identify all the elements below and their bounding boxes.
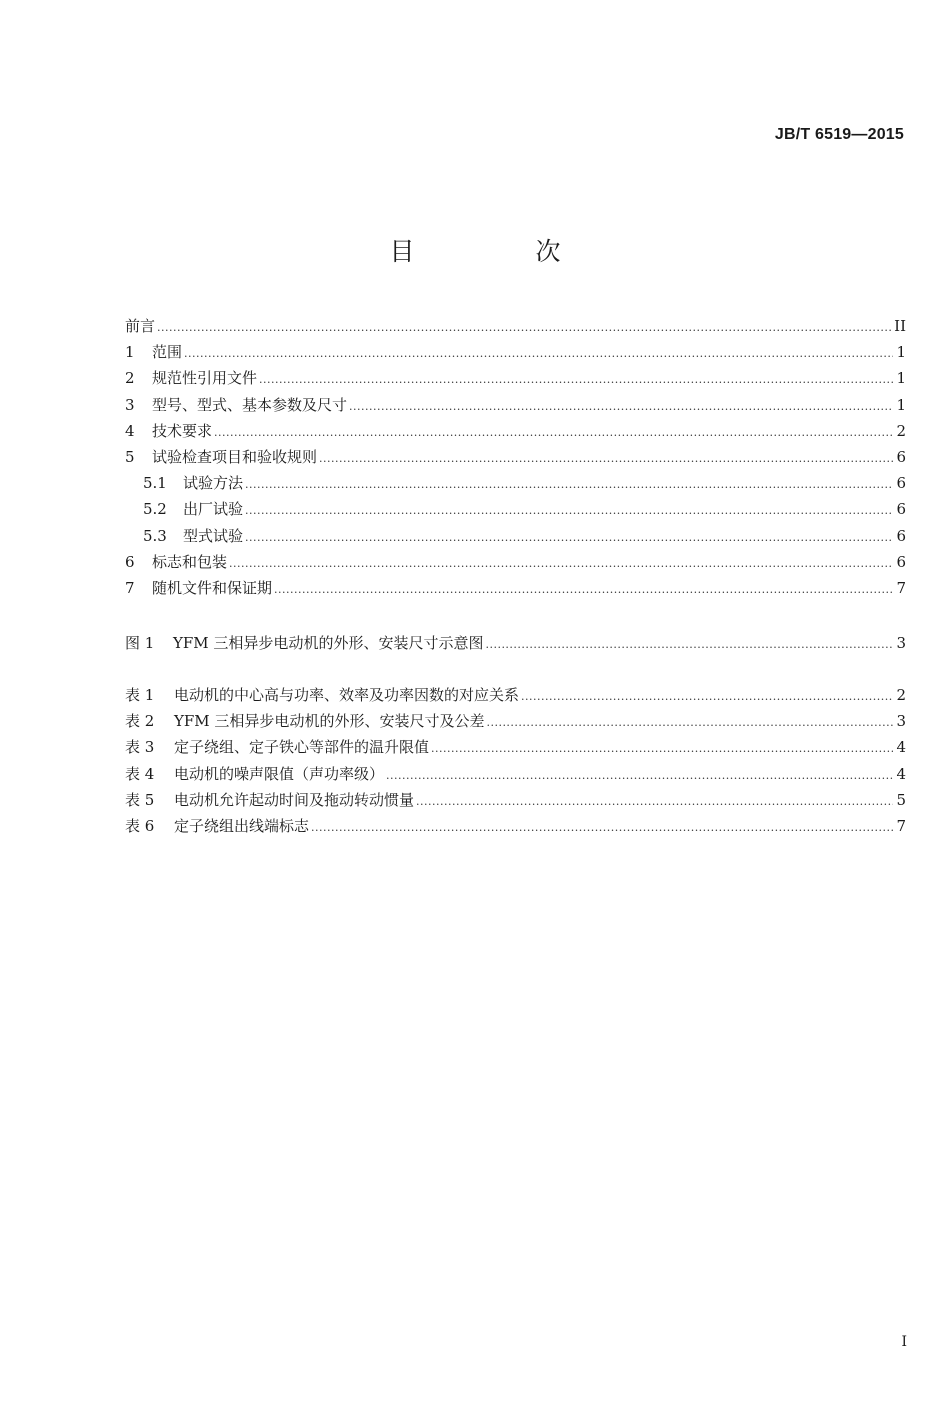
toc-entry[interactable] xyxy=(125,761,906,787)
toc-entry-title: 标志和包装 xyxy=(152,552,228,571)
toc-entry-title: YFM 三相异步电动机的外形、安装尺寸及公差 xyxy=(174,712,485,731)
toc-entry-number: 表 5 xyxy=(125,790,155,809)
toc-entry[interactable] xyxy=(125,313,906,339)
toc-sections-list xyxy=(125,313,906,601)
toc-entry-title: 出厂试验 xyxy=(183,500,244,519)
toc-title: 目 次 xyxy=(389,237,609,266)
toc-entry[interactable] xyxy=(125,392,906,418)
toc-dot-leader xyxy=(486,708,893,734)
toc-entry-number: 图 1 xyxy=(125,634,155,652)
toc-entry-number: 7 xyxy=(125,578,135,597)
toc-dot-leader xyxy=(245,470,893,496)
toc-entry[interactable] xyxy=(125,549,906,575)
toc-dot-leader xyxy=(214,418,893,444)
toc-entry-number: 表 1 xyxy=(125,686,155,704)
toc-entry-number: 5.1 xyxy=(143,474,167,493)
toc-entry-page: 3 xyxy=(896,712,906,731)
toc-entry-page: 2 xyxy=(896,686,906,704)
toc-entry-title: 定子绕组出线端标志 xyxy=(174,816,310,835)
toc-dot-leader xyxy=(319,444,893,470)
toc-entry-title: 试验方法 xyxy=(183,474,244,493)
toc-entry-page: 4 xyxy=(896,738,906,757)
toc-entry-title: 范围 xyxy=(152,343,183,362)
toc-entry-page: 6 xyxy=(896,552,906,571)
toc-entry-title: 型号、型式、基本参数及尺寸 xyxy=(152,395,348,414)
toc-entry-page: 5 xyxy=(896,790,906,809)
toc-entry-number: 5.2 xyxy=(143,500,167,519)
toc-entry[interactable] xyxy=(125,682,906,708)
toc-figures-list xyxy=(125,630,906,656)
toc-entry[interactable] xyxy=(125,418,906,444)
toc-entry-number: 表 4 xyxy=(125,764,155,783)
toc-entry-page: II xyxy=(894,317,906,335)
toc-entry-page: 4 xyxy=(896,764,906,783)
toc-entry-page: 6 xyxy=(896,447,906,466)
toc-dot-leader xyxy=(349,392,893,418)
standard-code: JB/T 6519—2015 xyxy=(774,126,904,143)
toc-entry-page: 1 xyxy=(896,343,906,362)
toc-entry[interactable] xyxy=(125,470,906,496)
toc-entry[interactable] xyxy=(125,787,906,813)
toc-entry-number: 表 3 xyxy=(125,738,155,757)
toc-entry[interactable] xyxy=(125,813,906,839)
toc-dot-leader xyxy=(431,734,893,760)
toc-dot-leader xyxy=(311,813,893,839)
toc-entry-number: 表 6 xyxy=(125,816,155,835)
toc-tables-list xyxy=(125,682,906,839)
toc-entry[interactable] xyxy=(125,575,906,601)
toc-dot-leader xyxy=(229,549,893,575)
toc-entry-title: YFM 三相异步电动机的外形、安装尺寸示意图 xyxy=(173,634,484,652)
toc-entry-title: 试验检查项目和验收规则 xyxy=(152,447,318,466)
toc-entry-title: 型式试验 xyxy=(183,526,244,545)
toc-dot-leader xyxy=(245,523,893,549)
toc-entry-title: 定子绕组、定子铁心等部件的温升限值 xyxy=(174,738,430,757)
toc-entry[interactable] xyxy=(125,339,906,365)
toc-entry-number: 5 xyxy=(125,447,135,466)
toc-entry[interactable] xyxy=(125,630,906,656)
toc-entry[interactable] xyxy=(125,496,906,522)
toc-entry-title: 规范性引用文件 xyxy=(152,369,258,388)
toc-entry[interactable] xyxy=(125,523,906,549)
toc-entry[interactable] xyxy=(125,708,906,734)
toc-dot-leader xyxy=(184,339,893,365)
toc-dot-leader xyxy=(259,365,893,391)
page-number: I xyxy=(901,1334,907,1350)
toc-entry-number: 3 xyxy=(125,395,135,414)
toc-entry-page: 2 xyxy=(896,421,906,440)
toc-entry-page: 6 xyxy=(896,500,906,519)
toc-dot-leader xyxy=(485,630,893,656)
toc-entry-page: 7 xyxy=(896,816,906,835)
toc-entry-number: 6 xyxy=(125,552,135,571)
toc-entry-page: 3 xyxy=(896,634,906,652)
toc-entry-number: 5.3 xyxy=(143,526,167,545)
toc-dot-leader xyxy=(245,496,893,522)
toc-entry-title: 电动机的中心高与功率、效率及功率因数的对应关系 xyxy=(174,686,520,704)
toc-entry-title: 电动机允许起动时间及拖动转动惯量 xyxy=(174,790,415,809)
toc-dot-leader xyxy=(274,575,893,601)
toc-entry-number: 4 xyxy=(125,421,135,440)
toc-entry-title: 电动机的噪声限值（声功率级） xyxy=(174,764,385,783)
toc-entry-number: 表 2 xyxy=(125,712,155,731)
toc-dot-leader xyxy=(157,313,891,339)
toc-dot-leader xyxy=(416,787,893,813)
toc-dot-leader xyxy=(386,761,893,787)
toc-entry-page: 6 xyxy=(896,526,906,545)
toc-entry-page: 1 xyxy=(896,395,906,414)
toc-entry-title: 随机文件和保证期 xyxy=(152,578,273,597)
toc-entry[interactable] xyxy=(125,444,906,470)
toc-entry[interactable] xyxy=(125,365,906,391)
toc-entry-page: 6 xyxy=(896,474,906,493)
toc-dot-leader xyxy=(521,682,893,708)
toc-entry-title: 技术要求 xyxy=(152,421,213,440)
toc-entry[interactable] xyxy=(125,734,906,760)
toc-entry-page: 7 xyxy=(896,578,906,597)
toc-entry-number: 2 xyxy=(125,369,135,388)
toc-entry-title: 前言 xyxy=(125,317,156,335)
toc-entry-number: 1 xyxy=(125,343,135,362)
toc-entry-page: 1 xyxy=(896,369,906,388)
